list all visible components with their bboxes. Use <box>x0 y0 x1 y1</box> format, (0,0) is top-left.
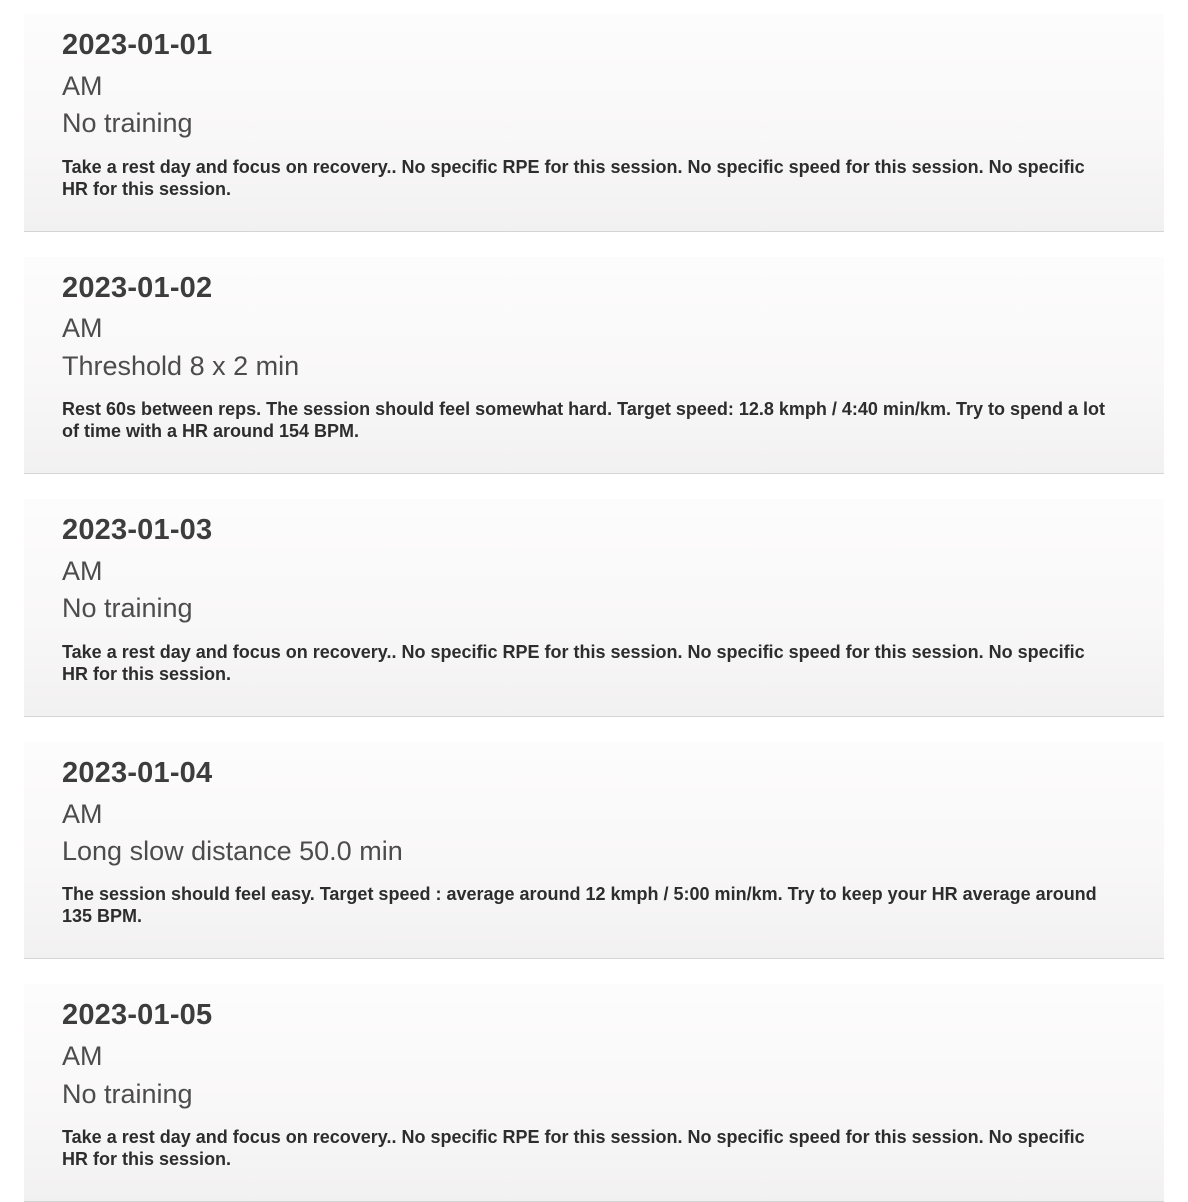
session-card <box>24 742 1164 960</box>
session-title: Threshold 8 x 2 min <box>62 350 300 381</box>
session-time-of-day: AM <box>62 1041 103 1072</box>
session-time-of-day: AM <box>62 555 103 586</box>
session-time-of-day: AM <box>62 798 103 829</box>
session-title: No training <box>62 1078 193 1109</box>
session-title: Long slow distance 50.0 min <box>62 835 403 866</box>
session-card <box>24 984 1164 1202</box>
session-description: Take a rest day and focus on recovery.. No specific RPE for this session. No specific speed for this session. No specific HR for this session. <box>62 156 1085 199</box>
session-time-of-day: AM <box>62 313 103 344</box>
session-description: The session should feel easy. Target speed : average around 12 kmph / 5:00 min/km. Try to keep your HR average around 135 BPM. <box>62 884 1097 927</box>
session-description: Rest 60s between reps. The session should feel somewhat hard. Target speed: 12.8 kmph / 4:40 min/km. Try to spend a lot of time with a HR around 154 BPM. <box>62 399 1105 442</box>
session-time-of-day: AM <box>62 70 103 101</box>
session-date: 2023-01-04 <box>62 756 213 789</box>
session-date: 2023-01-03 <box>62 514 213 547</box>
session-title: No training <box>62 108 193 139</box>
session-card <box>24 14 1164 232</box>
session-card <box>24 257 1164 475</box>
session-card <box>24 499 1164 717</box>
session-title: No training <box>62 593 193 624</box>
session-date: 2023-01-05 <box>62 999 213 1032</box>
session-description: Take a rest day and focus on recovery.. No specific RPE for this session. No specific speed for this session. No specific HR for this session. <box>62 641 1085 684</box>
session-date: 2023-01-02 <box>62 271 213 304</box>
session-description: Take a rest day and focus on recovery.. No specific RPE for this session. No specific speed for this session. No specific HR for this session. <box>62 1126 1085 1169</box>
session-date: 2023-01-01 <box>62 29 213 61</box>
